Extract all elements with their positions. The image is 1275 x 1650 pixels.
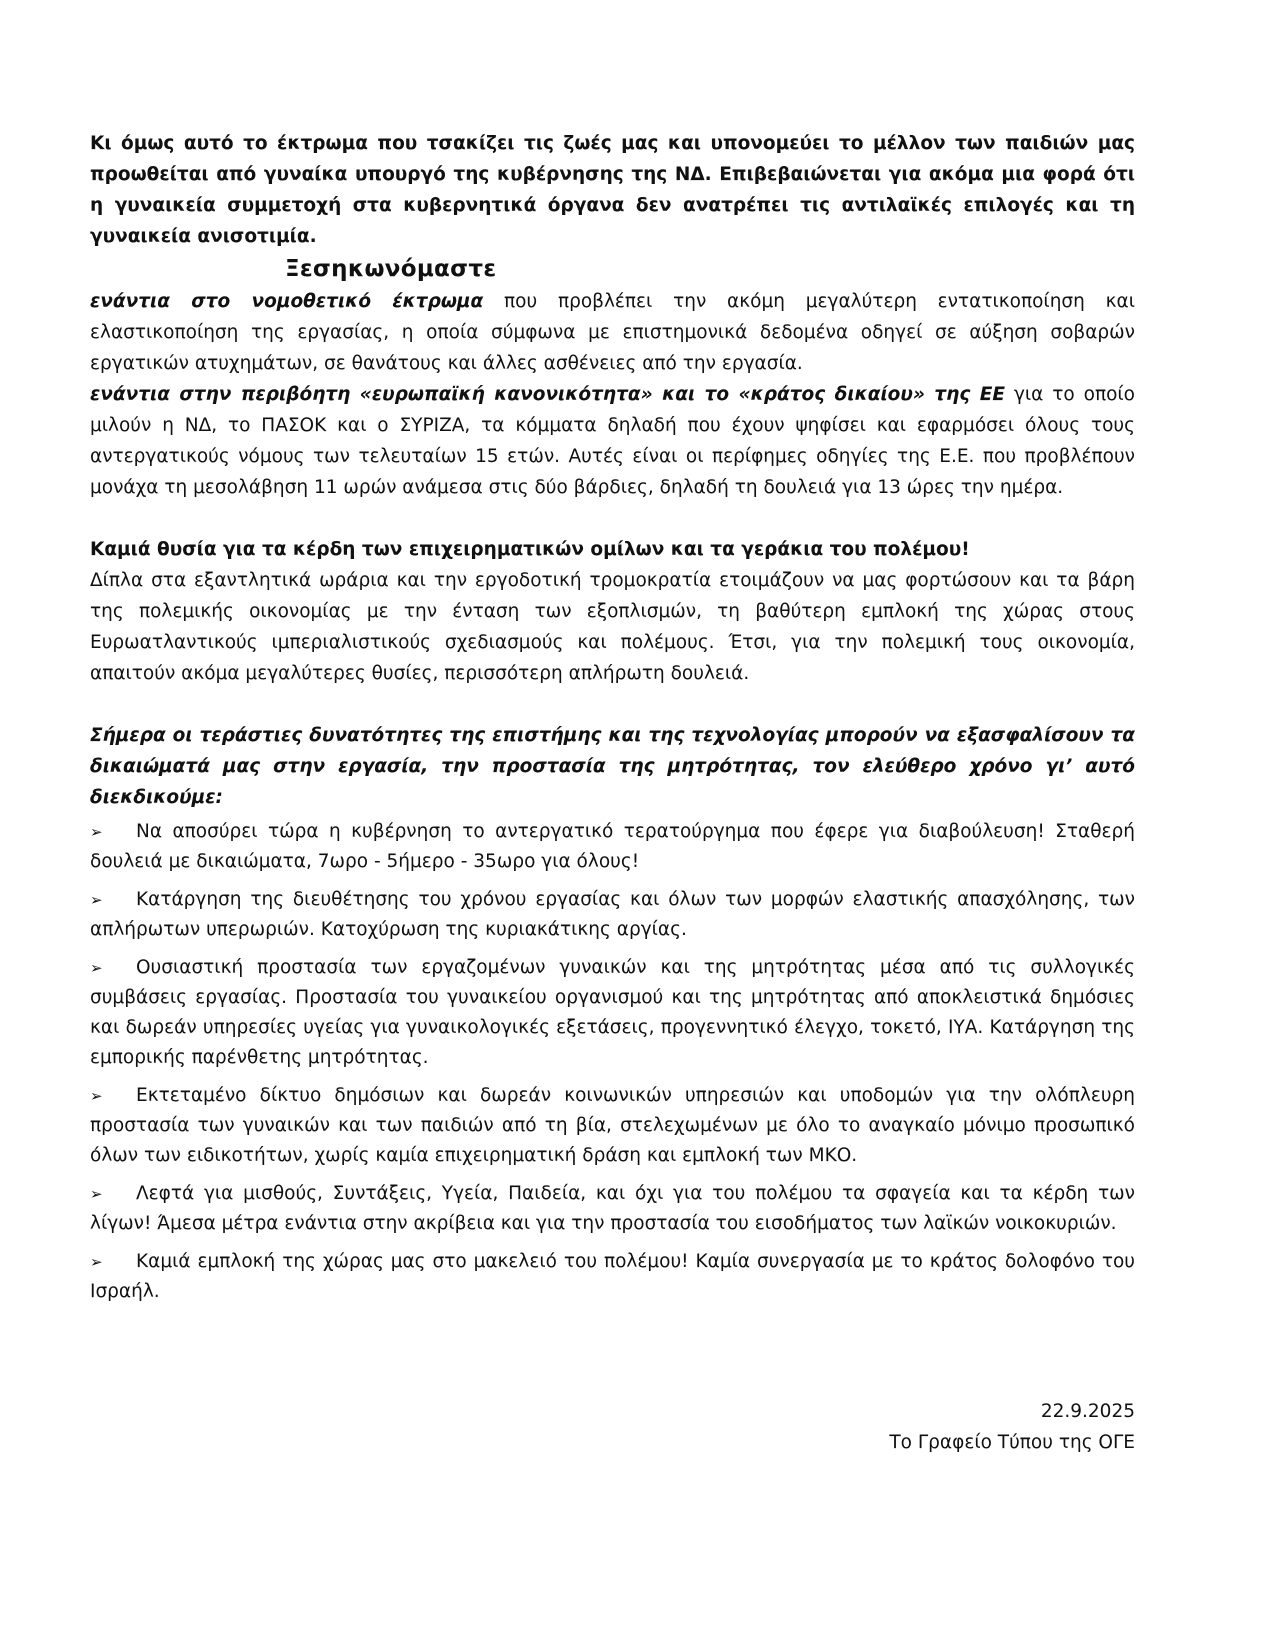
demand-item [90, 1247, 1135, 1307]
date: 22.9.2025 [1040, 1401, 1135, 1422]
against-paragraph-1 [90, 286, 1135, 379]
demand-text: Καμιά εμπλοκή της χώρας μας στο μακελειό του πολέμου! Καμία συνεργασία με το κράτος δολοφόνο του Ισραήλ. [90, 1251, 1135, 1302]
document-page [90, 128, 1135, 1315]
sacrifice-text: Δίπλα στα εξαντλητικά ωράρια και την εργοδοτική τρομοκρατία ετοιμάζουν να μας φορτώσουν και τα βάρη της πολεμικής οικονομίας με την ένταση των εξοπλισμών, τη βαθύτερη εμπλοκή της χώρας στους Ευρωατλαντικούς ιμπεριαλιστικούς σχεδιασμούς και πολέμους. Έτσι, για την πολεμική τους οικονομία, απαιτούν ακόμα μεγαλύτερες θυσίες, περισσότερη απλήρωτη δουλειά. [90, 570, 1135, 684]
arrow-bullet-icon: ➢ [90, 891, 103, 909]
demands-list [90, 817, 1135, 1307]
demand-item [90, 1081, 1135, 1171]
demand-text: Εκτεταμένο δίκτυο δημόσιων και δωρεάν κοινωνικών υπηρεσιών και υποδομών για την ολόπλευρη προστασία των γυναικών και των παιδιών από τη βία, στελεχωμένων με όλο το αναγκαίο μόνιμο προσωπικό όλων των ειδικοτήτων, χωρίς καμία επιχειρηματική δράση και εμπλοκή των ΜΚΟ. [90, 1085, 1135, 1166]
sacrifice-title: Καμιά θυσία για τα κέρδη των επιχειρηματικών ομίλων και τα γεράκια του πολέμου! [90, 539, 970, 560]
arrow-bullet-icon: ➢ [90, 959, 103, 977]
demand-item [90, 1179, 1135, 1239]
demand-item [90, 817, 1135, 877]
demand-text: Λεφτά για μισθούς, Συντάξεις, Υγεία, Παιδεία, και όχι για του πολέμου τα σφαγεία και τα κέρδη των λίγων! Άμεσα μέτρα ενάντια στην ακρίβεια και για την προστασία του εισοδήματος των λαϊκών νοικοκυριών. [90, 1183, 1135, 1234]
demand-text: Να αποσύρει τώρα η κυβέρνηση το αντεργατικό τερατούργημα που έφερε για διαβούλευση! Σταθερή δουλειά με δικαιώματα, 7ωρο - 5ήμερο - 35ωρο για όλους! [90, 821, 1135, 872]
demand-text: Κατάργηση της διευθέτησης του χρόνου εργασίας και όλων των μορφών ελαστικής απασχόλησης, των απλήρωτων υπερωριών. Κατοχύρωση της κυριακάτικης αργίας. [90, 889, 1135, 940]
demand-text: Ουσιαστική προστασία των εργαζομένων γυναικών και της μητρότητας μέσα από τις συλλογικές συμβάσεις εργασίας. Προστασία του γυναικείου οργανισμού και της μητρότητας από αποκλειστικά δημόσιες και δωρεάν υπηρεσίες υγείας για γυναικολογικές εξετάσεις, προγεννητικό έλεγχο, τοκετό, ΙΥΑ. Κατάργηση της εμπορικής παρένθετης μητρότητας. [90, 957, 1135, 1068]
spacer [90, 503, 1135, 534]
demand-item [90, 953, 1135, 1073]
against-lead-2: ενάντια στην περιβόητη «ευρωπαϊκή κανονικότητα» και το «κράτος δικαίου» της ΕΕ [90, 384, 1006, 405]
signature-block [889, 1396, 1135, 1458]
section-heading: Ξεσηκωνόμαστε [285, 256, 497, 282]
against-lead-1: ενάντια στο νομοθετικό έκτρωμα [90, 291, 484, 312]
intro-paragraph: Κι όμως αυτό το έκτρωμα που τσακίζει τις ζωές μας και υπονομεύει το μέλλον των παιδιών μας προωθείται από γυναίκα υπουργό της κυβέρνησης της ΝΔ. Επιβεβαιώνεται για ακόμα μια φορά ότι η γυναικεία συμμετοχή στα κυβερνητικά όργανα δεν ανατρέπει τις αντιλαϊκές επιλογές και τη γυναικεία ανισοτιμία. [90, 133, 1135, 247]
arrow-bullet-icon: ➢ [90, 1253, 103, 1271]
arrow-bullet-icon: ➢ [90, 1087, 103, 1105]
against-text-2: για το οποίο μιλούν η ΝΔ, το ΠΑΣΟΚ και ο ΣΥΡΙΖΑ, τα κόμματα δηλαδή που έχουν ψηφίσει και εφαρμόσει όλους τους αντεργατικούς νόμους των τελευταίων 15 ετών. Αυτές είναι οι περίφημες οδηγίες της Ε.Ε. που προβλέπουν μονάχα τη μεσολάβηση 11 ωρών ανάμεσα στις δύο βάρδιες, δηλαδή τη δουλειά για 13 ώρες την ημέρα. [90, 384, 1135, 498]
against-text-1: που προβλέπει την ακόμη μεγαλύτερη εντατικοποίηση και ελαστικοποίηση της εργασίας, η οποία σύμφωνα με επιστημονικά δεδομένα οδηγεί σε αύξηση σοβαρών εργατικών ατυχημάτων, σε θανάτους και άλλες ασθένειες από την εργασία. [90, 291, 1135, 374]
arrow-bullet-icon: ➢ [90, 1185, 103, 1203]
signature: Το Γραφείο Τύπου της ΟΓΕ [889, 1432, 1135, 1453]
demand-item [90, 885, 1135, 945]
arrow-bullet-icon: ➢ [90, 823, 103, 841]
against-paragraph-2 [90, 379, 1135, 503]
spacer [90, 689, 1135, 720]
demands-intro: Σήμερα οι τεράστιες δυνατότητες της επιστήμης και της τεχνολογίας μπορούν να εξασφαλίσουν τα δικαιώματά μας στην εργασία, την προστασία της μητρότητας, τον ελεύθερο χρόνο γι’ αυτό διεκδικούμε: [90, 725, 1135, 808]
